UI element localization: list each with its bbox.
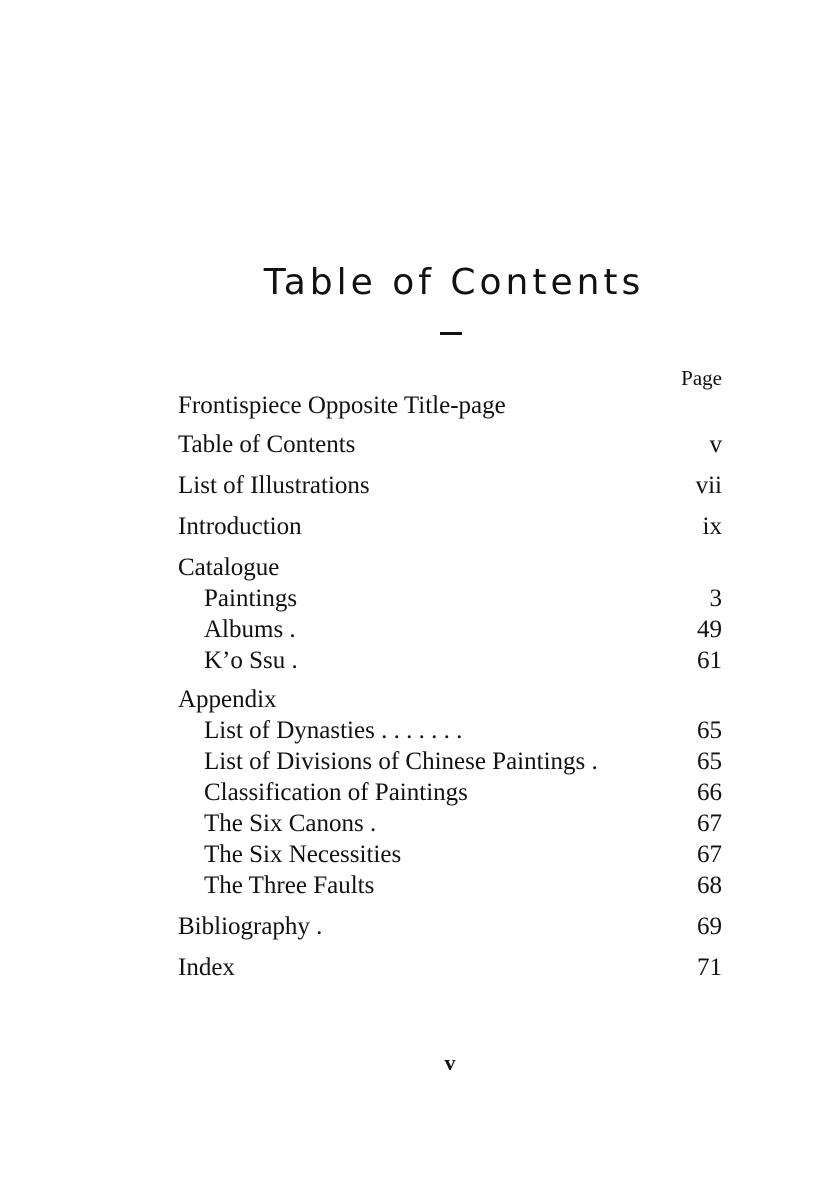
toc-entry-label: The Six Canons . bbox=[204, 810, 377, 837]
toc-entry-page: v bbox=[709, 431, 722, 458]
toc-subentry-list-of-divisions bbox=[178, 747, 722, 777]
toc-section-label: Appendix bbox=[178, 686, 277, 713]
toc-entry-label: Frontispiece Opposite Title-page bbox=[178, 392, 506, 419]
toc-entry-index bbox=[178, 953, 722, 983]
toc-entry-page: 65 bbox=[697, 717, 722, 744]
toc-entry-page: 69 bbox=[697, 913, 722, 940]
page-number: v bbox=[444, 1050, 456, 1075]
title-rule bbox=[440, 332, 462, 335]
toc-subentry-six-canons bbox=[178, 809, 722, 839]
toc-entry-page: 49 bbox=[697, 616, 722, 643]
toc-subentry-ko-ssu bbox=[178, 646, 722, 676]
toc-entry-page: 68 bbox=[697, 872, 722, 899]
toc-entry-label: Paintings bbox=[204, 585, 298, 612]
toc-entry-page: 67 bbox=[697, 810, 722, 837]
toc-entry-label: Table of Contents bbox=[178, 431, 356, 458]
toc-entry-label: List of Dynasties . . . . . . . bbox=[204, 717, 463, 744]
toc-section-label: Catalogue bbox=[178, 554, 280, 581]
toc-subentry-classification bbox=[178, 778, 722, 808]
toc-entry-page: ix bbox=[702, 513, 722, 540]
toc-entry-label: List of Divisions of Chinese Paintings . bbox=[204, 748, 598, 775]
toc-entry-page: vii bbox=[695, 472, 722, 499]
toc-subentry-list-of-dynasties bbox=[178, 716, 722, 746]
toc-section-catalogue bbox=[178, 553, 722, 583]
toc-section-appendix bbox=[178, 685, 722, 715]
toc-entry-page: 66 bbox=[697, 779, 722, 806]
toc-entry-label: Albums . bbox=[204, 616, 296, 643]
toc-subentry-paintings bbox=[178, 584, 722, 614]
page-column-label: Page bbox=[681, 366, 722, 390]
toc-entry-label: K’o Ssu . bbox=[204, 647, 298, 674]
toc-entry-label: Bibliography . bbox=[178, 913, 323, 940]
toc-entry-label: Introduction bbox=[178, 513, 302, 540]
toc-entry-label: The Six Necessities bbox=[204, 841, 402, 868]
toc-entry-page: 61 bbox=[697, 647, 722, 674]
toc-entry-label: List of Illustrations bbox=[178, 472, 370, 499]
toc-entry-frontispiece bbox=[178, 391, 722, 421]
toc-subentry-three-faults bbox=[178, 871, 722, 901]
toc-entry-label: Index bbox=[178, 954, 235, 981]
toc-entry-page: 71 bbox=[697, 954, 722, 981]
toc-entry-table-of-contents bbox=[178, 430, 722, 460]
toc-entry-introduction bbox=[178, 512, 722, 542]
toc-entry-bibliography bbox=[178, 912, 722, 942]
page-title: Table of Contents bbox=[263, 262, 645, 303]
toc-entry-page: 67 bbox=[697, 841, 722, 868]
toc-subentry-albums bbox=[178, 615, 722, 645]
toc-subentry-six-necessities bbox=[178, 840, 722, 870]
toc-entry-label: The Three Faults bbox=[204, 872, 375, 899]
toc-entry-page: 3 bbox=[709, 585, 722, 612]
toc-entry-page: 65 bbox=[697, 748, 722, 775]
toc-entry-list-of-illustrations bbox=[178, 471, 722, 501]
toc-entry-label: Classification of Paintings bbox=[204, 779, 468, 806]
